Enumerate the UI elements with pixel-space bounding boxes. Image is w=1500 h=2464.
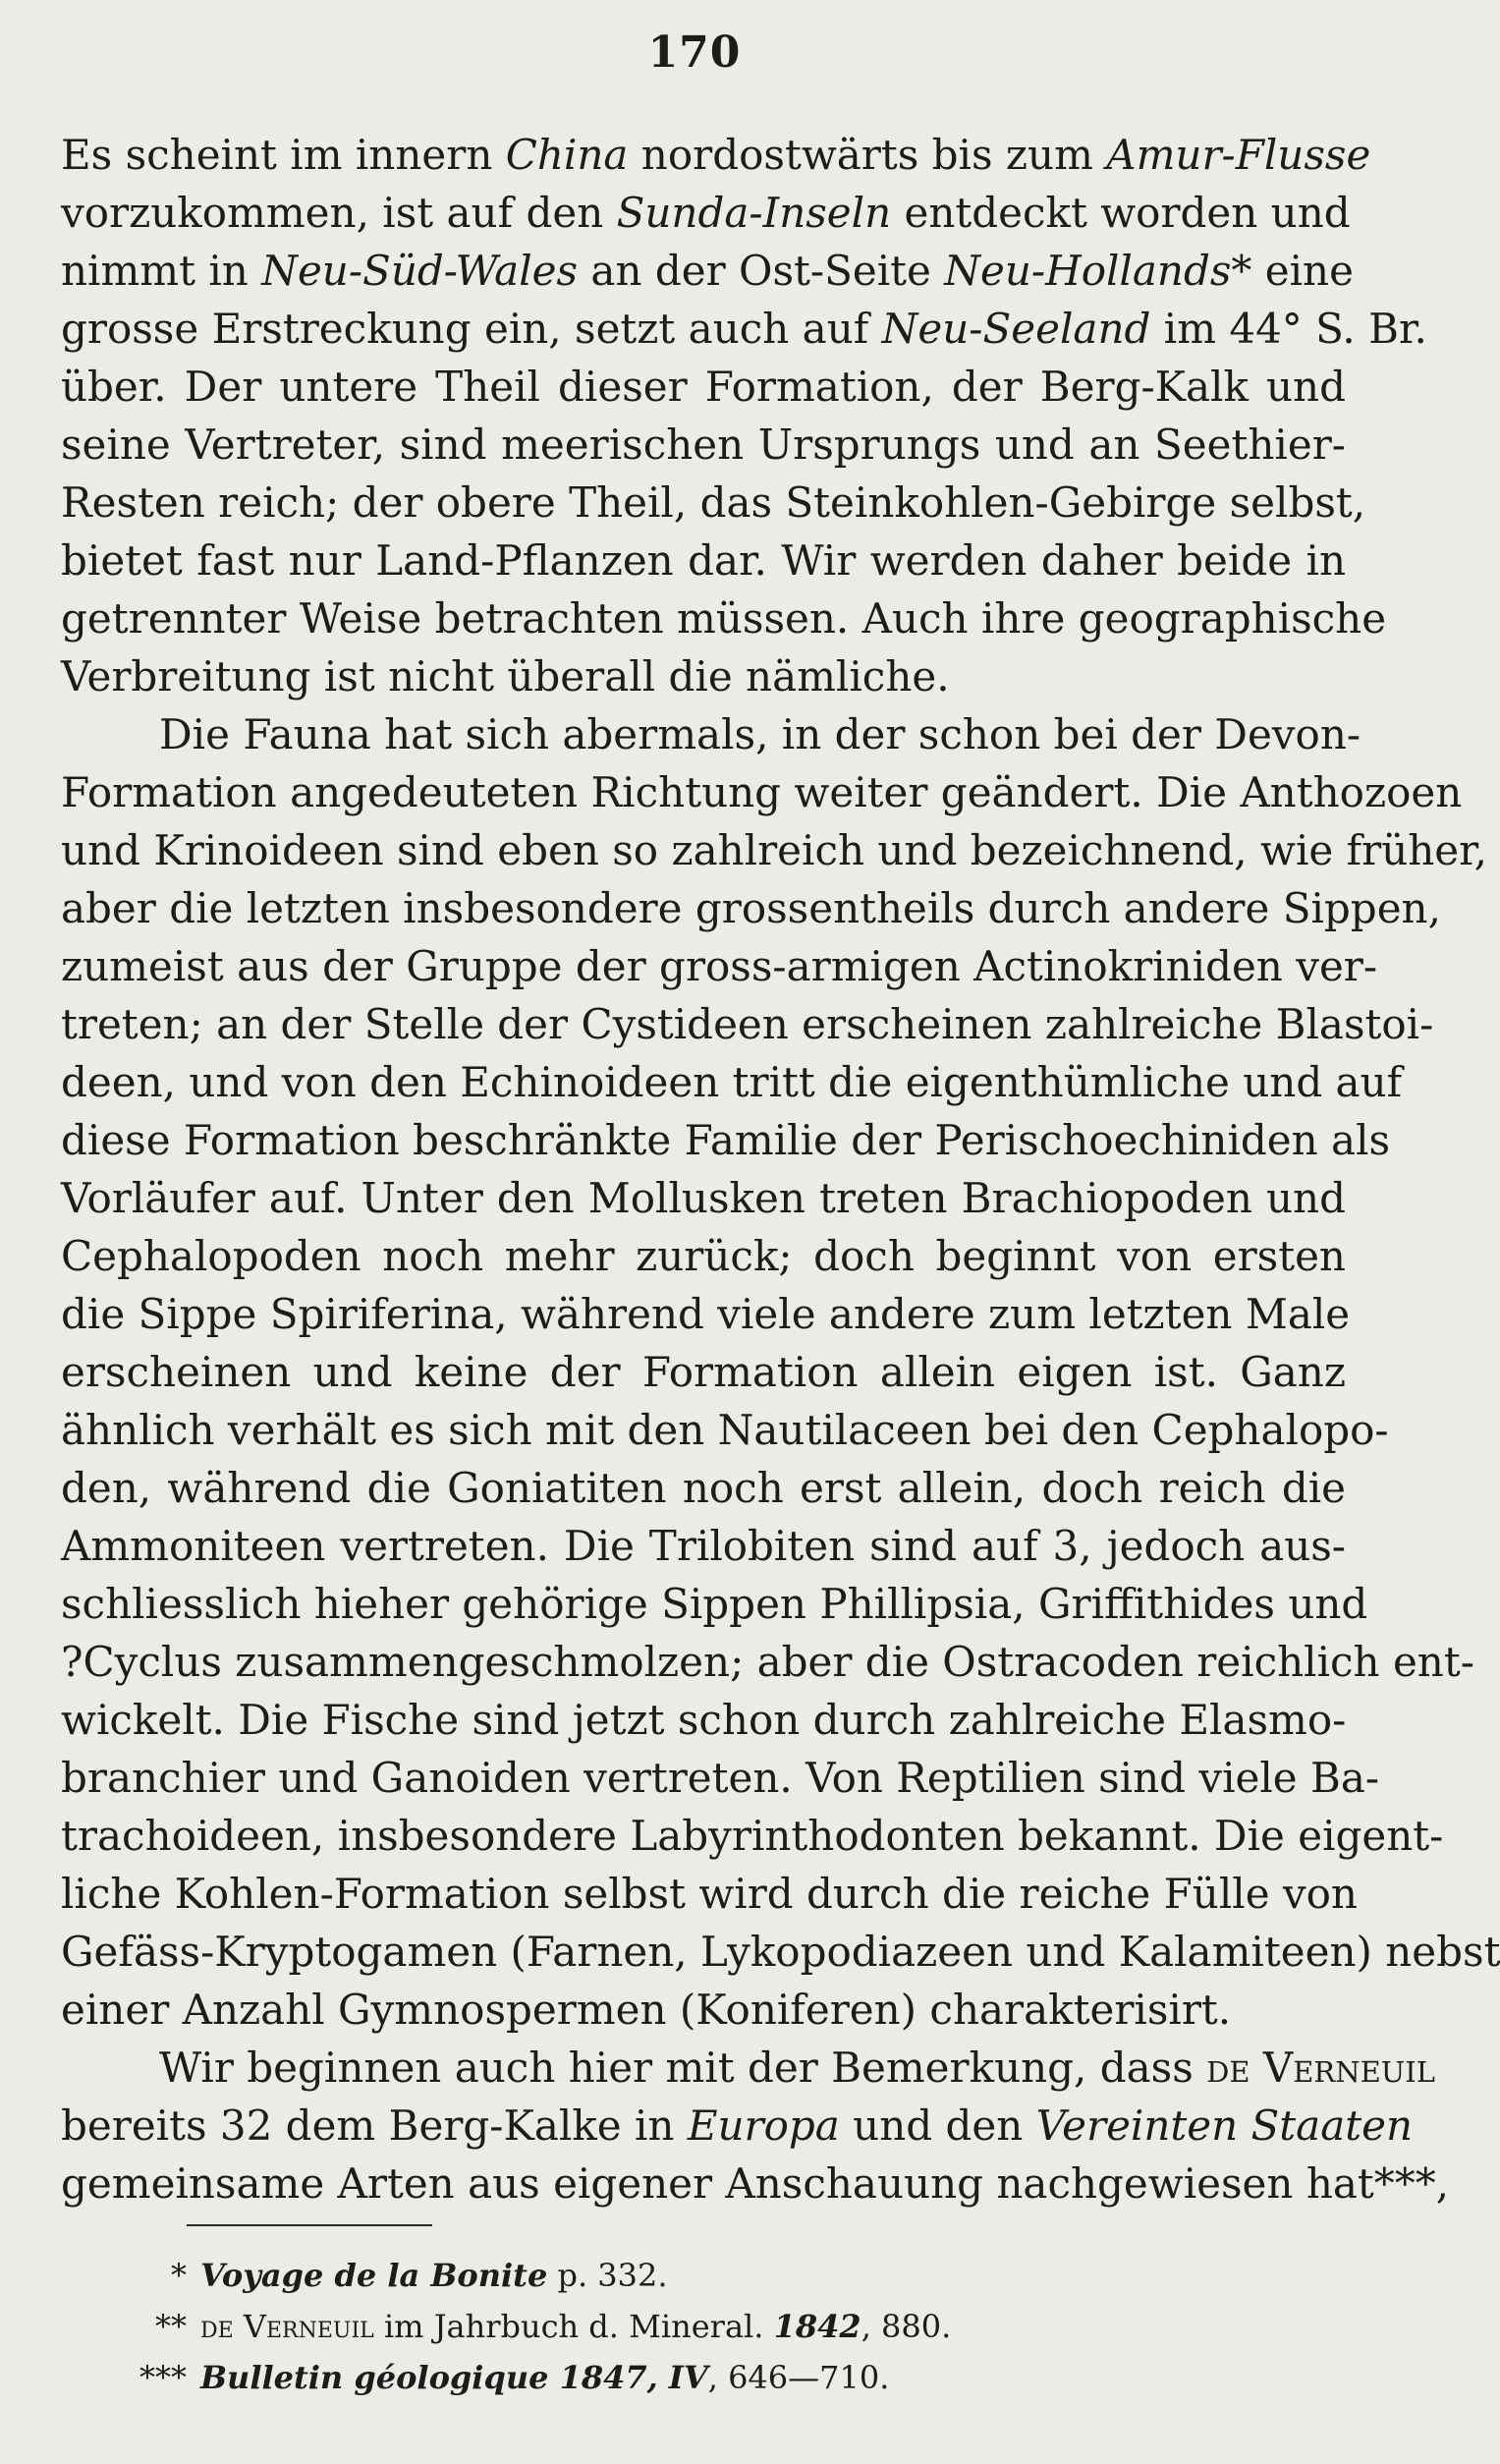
- text-line: Wir beginnen auch hier mit der Bemerkung, dass de Verneuil: [159, 2044, 1435, 2092]
- text-line: Ammoniteen vertreten. Die Trilobiten sind auf 3, jedoch aus-: [61, 1522, 1346, 1570]
- text-line: Die Fauna hat sich abermals, in der schon bei der Devon-: [159, 710, 1361, 758]
- text-line: ?Cyclus zusammengeschmolzen; aber die Ostracoden reichlich ent-: [61, 1638, 1474, 1686]
- text-line: den, während die Goniatiten noch erst allein, doch reich die: [61, 1464, 1346, 1512]
- text-line: Cephalopoden noch mehr zurück; doch beginnt von ersten: [61, 1232, 1346, 1280]
- text-line: treten; an der Stelle der Cystideen erscheinen zahlreiche Blastoi-: [61, 1000, 1434, 1048]
- footnotes: [138, 2250, 1218, 2403]
- text-line: zumeist aus der Gruppe der gross-armigen Actinokriniden ver-: [61, 942, 1378, 990]
- text-line: Formation angedeuteten Richtung weiter geändert. Die Anthozoen: [61, 768, 1463, 816]
- text-line: Es scheint im innern China nordostwärts bis zum Amur-Flusse: [61, 131, 1371, 179]
- text-line: getrennter Weise betrachten müssen. Auch ihre geographische: [61, 594, 1387, 643]
- text-line: ähnlich verhält es sich mit den Nautilaceen bei den Cephalopo-: [61, 1406, 1389, 1454]
- footnote: *** Bulletin géologique 1847, IV, 646—710.: [139, 2359, 890, 2396]
- text-line: diese Formation beschränkte Familie der Perischoechiniden als: [61, 1116, 1391, 1164]
- text-line: die Sippe Spiriferina, während viele andere zum letzten Male: [61, 1290, 1351, 1338]
- text-line: Gefäss-Kryptogamen (Farnen, Lykopodiazeen und Kalamiteen) nebst: [61, 1928, 1500, 1976]
- text-line: Resten reich; der obere Theil, das Steinkohlen-Gebirge selbst,: [61, 478, 1366, 527]
- text-line: Vorläufer auf. Unter den Mollusken treten Brachiopoden und: [61, 1174, 1346, 1222]
- text-line: einer Anzahl Gymnospermen (Koniferen) charakterisirt.: [61, 1986, 1232, 2034]
- body-text: [61, 126, 1500, 2212]
- text-line: über. Der untere Theil dieser Formation, der Berg-Kalk und: [61, 363, 1346, 411]
- text-line: nimmt in Neu-Süd-Wales an der Ost-Seite Neu-Hollands* eine: [61, 247, 1354, 295]
- text-line: Verbreitung ist nicht überall die nämliche.: [61, 652, 950, 700]
- text-line: bereits 32 dem Berg-Kalke in Europa und den Vereinten Staaten: [61, 2101, 1414, 2150]
- text-line: liche Kohlen-Formation selbst wird durch die reiche Fülle von: [61, 1870, 1358, 1918]
- footnote-divider: [187, 2224, 432, 2226]
- text-line: branchier und Ganoiden vertreten. Von Reptilien sind viele Ba-: [61, 1754, 1380, 1802]
- text-line: erscheinen und keine der Formation allein eigen ist. Ganz: [61, 1348, 1346, 1396]
- text-line: wickelt. Die Fische sind jetzt schon durch zahlreiche Elasmo-: [61, 1696, 1347, 1744]
- text-line: deen, und von den Echinoideen tritt die eigenthümliche und auf: [61, 1058, 1403, 1106]
- page-number: 170: [647, 28, 742, 78]
- text-line: bietet fast nur Land-Pflanzen dar. Wir werden daher beide in: [61, 536, 1346, 585]
- text-line: aber die letzten insbesondere grossentheils durch andere Sippen,: [61, 884, 1441, 932]
- text-line: schliesslich hieher gehörige Sippen Phillipsia, Griffithides und: [61, 1580, 1368, 1628]
- footnote: * Voyage de la Bonite p. 332.: [171, 2257, 668, 2294]
- text-line: trachoideen, insbesondere Labyrinthodonten bekannt. Die eigent-: [61, 1812, 1444, 1860]
- text-line: vorzukommen, ist auf den Sunda-Inseln entdeckt worden und: [61, 189, 1351, 237]
- text-line: seine Vertreter, sind meerischen Ursprungs und an Seethier-: [61, 420, 1346, 469]
- text-line: grosse Erstreckung ein, setzt auch auf Neu-Seeland im 44° S. Br.: [61, 305, 1427, 353]
- footnote: ** de Verneuil im Jahrbuch d. Mineral. 1842, 880.: [155, 2308, 952, 2345]
- text-line: und Krinoideen sind eben so zahlreich und bezeichnend, wie früher,: [61, 826, 1487, 874]
- text-line: gemeinsame Arten aus eigener Anschauung nachgewiesen hat***,: [61, 2159, 1450, 2208]
